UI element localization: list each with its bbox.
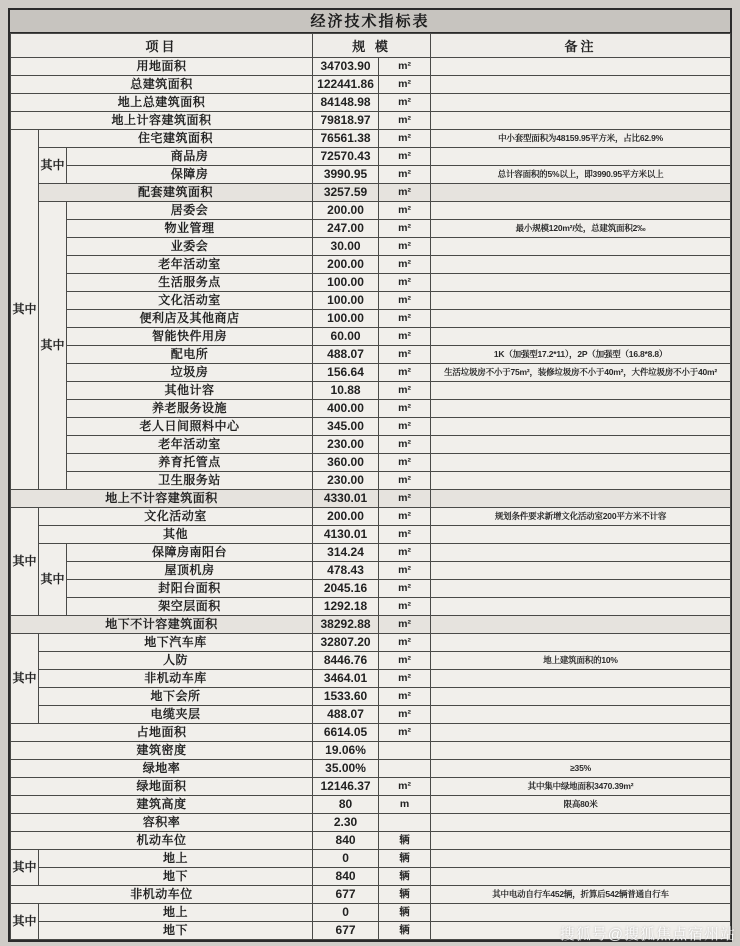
item-unit: m² — [379, 382, 431, 400]
item-value: 84148.98 — [313, 94, 379, 112]
item-value: 34703.90 — [313, 58, 379, 76]
item-unit: m² — [379, 454, 431, 472]
item-value: 122441.86 — [313, 76, 379, 94]
item-value: 72570.43 — [313, 148, 379, 166]
item-note — [431, 706, 731, 724]
item-note: 规划条件要求新增文化活动室200平方米不计容 — [431, 508, 731, 526]
item-name: 业委会 — [67, 238, 313, 256]
header-scale: 规 模 — [313, 34, 431, 58]
item-value: 3257.59 — [313, 184, 379, 202]
item-name: 绿地面积 — [11, 778, 313, 796]
item-unit: m² — [379, 472, 431, 490]
item-value: 156.64 — [313, 364, 379, 382]
item-value: 247.00 — [313, 220, 379, 238]
item-note — [431, 400, 731, 418]
item-note — [431, 184, 731, 202]
table-row — [11, 76, 731, 94]
item-unit: m² — [379, 778, 431, 796]
item-note: ≥35% — [431, 760, 731, 778]
item-note: 生活垃圾房不小于75m²，装修垃圾房不小于40m²，大件垃圾房不小于40m² — [431, 364, 731, 382]
item-value: 1533.60 — [313, 688, 379, 706]
item-unit: m² — [379, 274, 431, 292]
item-note — [431, 544, 731, 562]
item-unit: m² — [379, 94, 431, 112]
table-row — [11, 490, 731, 508]
table-row — [11, 598, 731, 616]
item-name: 地上不计容建筑面积 — [11, 490, 313, 508]
group-label-l1: 其中 — [11, 508, 39, 616]
item-name: 卫生服务站 — [67, 472, 313, 490]
item-value: 6614.05 — [313, 724, 379, 742]
item-note — [431, 310, 731, 328]
item-note — [431, 724, 731, 742]
item-unit: m² — [379, 148, 431, 166]
item-name: 老年活动室 — [67, 436, 313, 454]
table-row — [11, 256, 731, 274]
item-note — [431, 616, 731, 634]
item-unit: m² — [379, 688, 431, 706]
item-name: 保障房南阳台 — [67, 544, 313, 562]
item-unit: m² — [379, 166, 431, 184]
item-value: 0 — [313, 904, 379, 922]
item-value: 10.88 — [313, 382, 379, 400]
item-note — [431, 526, 731, 544]
item-note: 1K（加强型17.2*11），2P（加强型（16.8*8.8） — [431, 346, 731, 364]
item-unit: m² — [379, 508, 431, 526]
item-note: 最小规模120m²/处，总建筑面积2‰ — [431, 220, 731, 238]
item-name: 养老服务设施 — [67, 400, 313, 418]
table-row — [11, 706, 731, 724]
item-unit: m² — [379, 58, 431, 76]
item-note — [431, 742, 731, 760]
table-row — [11, 58, 731, 76]
item-note — [431, 58, 731, 76]
item-unit: 辆 — [379, 832, 431, 850]
item-value: 478.43 — [313, 562, 379, 580]
table-row — [11, 472, 731, 490]
item-unit: m² — [379, 328, 431, 346]
item-name: 智能快件用房 — [67, 328, 313, 346]
item-value: 3464.01 — [313, 670, 379, 688]
item-unit: m² — [379, 436, 431, 454]
item-name: 垃圾房 — [67, 364, 313, 382]
group-label-l1: 其中 — [11, 904, 39, 940]
item-unit: m² — [379, 112, 431, 130]
item-name: 地上总建筑面积 — [11, 94, 313, 112]
table-row — [11, 814, 731, 832]
item-note — [431, 472, 731, 490]
item-name: 地下 — [39, 868, 313, 886]
item-value: 30.00 — [313, 238, 379, 256]
item-value: 38292.88 — [313, 616, 379, 634]
item-note — [431, 238, 731, 256]
item-note — [431, 292, 731, 310]
table-row — [11, 292, 731, 310]
item-note: 中小套型面积为48159.95平方米，占比62.9% — [431, 130, 731, 148]
indicators-grid — [10, 33, 731, 940]
table-row — [11, 310, 731, 328]
item-unit: m² — [379, 580, 431, 598]
item-name: 地下会所 — [39, 688, 313, 706]
item-note — [431, 490, 731, 508]
group-label-l1: 其中 — [11, 850, 39, 886]
item-value: 100.00 — [313, 310, 379, 328]
item-value: 1292.18 — [313, 598, 379, 616]
table-row — [11, 112, 731, 130]
table-row — [11, 724, 731, 742]
table-row — [11, 580, 731, 598]
item-name: 老人日间照料中心 — [67, 418, 313, 436]
table-row — [11, 454, 731, 472]
table-row — [11, 418, 731, 436]
table-row — [11, 868, 731, 886]
item-name: 机动车位 — [11, 832, 313, 850]
item-unit: m² — [379, 76, 431, 94]
item-unit: 辆 — [379, 868, 431, 886]
item-name: 总建筑面积 — [11, 76, 313, 94]
item-name: 保障房 — [67, 166, 313, 184]
indicator-tbody — [11, 58, 731, 940]
item-value: 3990.95 — [313, 166, 379, 184]
item-name: 占地面积 — [11, 724, 313, 742]
table-row — [11, 670, 731, 688]
table-row — [11, 94, 731, 112]
item-unit: m² — [379, 724, 431, 742]
table-row — [11, 346, 731, 364]
item-unit: m² — [379, 256, 431, 274]
item-unit: m² — [379, 400, 431, 418]
item-name: 配套建筑面积 — [39, 184, 313, 202]
item-value: 314.24 — [313, 544, 379, 562]
item-note — [431, 202, 731, 220]
item-unit: m² — [379, 670, 431, 688]
item-unit: m² — [379, 598, 431, 616]
item-value: 4130.01 — [313, 526, 379, 544]
item-note — [431, 328, 731, 346]
item-unit — [379, 760, 431, 778]
table-row — [11, 886, 731, 904]
item-name: 屋顶机房 — [67, 562, 313, 580]
item-name: 容积率 — [11, 814, 313, 832]
table-row — [11, 364, 731, 382]
table-row — [11, 850, 731, 868]
item-name: 绿地率 — [11, 760, 313, 778]
table-row — [11, 562, 731, 580]
item-name: 老年活动室 — [67, 256, 313, 274]
table-row — [11, 544, 731, 562]
table-row — [11, 832, 731, 850]
item-name: 物业管理 — [67, 220, 313, 238]
table-row — [11, 634, 731, 652]
item-unit: 辆 — [379, 904, 431, 922]
item-name: 用地面积 — [11, 58, 313, 76]
item-value: 2045.16 — [313, 580, 379, 598]
item-value: 200.00 — [313, 508, 379, 526]
item-note — [431, 418, 731, 436]
item-unit: m² — [379, 202, 431, 220]
item-unit: m² — [379, 310, 431, 328]
item-value: 4330.01 — [313, 490, 379, 508]
item-unit: m² — [379, 544, 431, 562]
item-value: 100.00 — [313, 274, 379, 292]
table-row — [11, 220, 731, 238]
item-name: 封阳台面积 — [67, 580, 313, 598]
item-unit: m² — [379, 184, 431, 202]
item-unit: m² — [379, 490, 431, 508]
item-note — [431, 850, 731, 868]
item-note: 地上建筑面积的10% — [431, 652, 731, 670]
item-value: 230.00 — [313, 436, 379, 454]
item-name: 架空层面积 — [67, 598, 313, 616]
group-label-l1: 其中 — [11, 634, 39, 724]
item-value: 60.00 — [313, 328, 379, 346]
item-value: 76561.38 — [313, 130, 379, 148]
item-value: 8446.76 — [313, 652, 379, 670]
item-value: 345.00 — [313, 418, 379, 436]
item-unit: m² — [379, 418, 431, 436]
table-row — [11, 202, 731, 220]
item-value: 200.00 — [313, 256, 379, 274]
item-name: 配电所 — [67, 346, 313, 364]
group-label-l2: 其中 — [39, 544, 67, 616]
table-row — [11, 382, 731, 400]
item-note — [431, 814, 731, 832]
item-note — [431, 904, 731, 922]
item-name: 文化活动室 — [67, 292, 313, 310]
header-item: 项目 — [11, 34, 313, 58]
item-name: 生活服务点 — [67, 274, 313, 292]
item-note — [431, 580, 731, 598]
item-value: 0 — [313, 850, 379, 868]
item-name: 便利店及其他商店 — [67, 310, 313, 328]
table-row — [11, 904, 731, 922]
item-unit: m² — [379, 616, 431, 634]
item-note — [431, 382, 731, 400]
item-unit: m² — [379, 346, 431, 364]
item-name: 建筑高度 — [11, 796, 313, 814]
item-value: 360.00 — [313, 454, 379, 472]
item-name: 地上 — [39, 850, 313, 868]
item-name: 养育托管点 — [67, 454, 313, 472]
table-row — [11, 796, 731, 814]
item-name: 地上 — [39, 904, 313, 922]
table-title: 经济技术指标表 — [10, 10, 730, 33]
item-note — [431, 688, 731, 706]
item-unit: m² — [379, 292, 431, 310]
item-unit: 辆 — [379, 922, 431, 940]
item-note — [431, 94, 731, 112]
header-note: 备注 — [431, 34, 731, 58]
item-unit: m² — [379, 130, 431, 148]
table-row — [11, 148, 731, 166]
item-value: 400.00 — [313, 400, 379, 418]
item-note — [431, 868, 731, 886]
group-label-l2: 其中 — [39, 148, 67, 184]
item-value: 19.06% — [313, 742, 379, 760]
item-value: 677 — [313, 886, 379, 904]
item-value: 200.00 — [313, 202, 379, 220]
item-unit: m² — [379, 706, 431, 724]
item-unit: 辆 — [379, 886, 431, 904]
item-value: 677 — [313, 922, 379, 940]
table-row — [11, 760, 731, 778]
table-row — [11, 274, 731, 292]
item-note — [431, 112, 731, 130]
item-name: 商品房 — [67, 148, 313, 166]
table-row — [11, 616, 731, 634]
item-note: 总计容面积的5%以上，即3990.95平方米以上 — [431, 166, 731, 184]
item-unit: m² — [379, 220, 431, 238]
item-note — [431, 562, 731, 580]
item-note — [431, 148, 731, 166]
table-row — [11, 184, 731, 202]
item-unit: m² — [379, 652, 431, 670]
item-note — [431, 436, 731, 454]
table-row — [11, 652, 731, 670]
item-unit: m² — [379, 562, 431, 580]
item-name: 非机动车位 — [11, 886, 313, 904]
table-row — [11, 166, 731, 184]
item-unit: m² — [379, 238, 431, 256]
item-name: 人防 — [39, 652, 313, 670]
item-name: 地上计容建筑面积 — [11, 112, 313, 130]
item-unit: m² — [379, 634, 431, 652]
item-name: 电缆夹层 — [39, 706, 313, 724]
economic-indicators-table — [8, 8, 732, 942]
item-note — [431, 832, 731, 850]
table-row — [11, 742, 731, 760]
item-value: 32807.20 — [313, 634, 379, 652]
table-row — [11, 436, 731, 454]
item-name: 其他 — [39, 526, 313, 544]
item-value: 79818.97 — [313, 112, 379, 130]
item-note — [431, 76, 731, 94]
item-value: 2.30 — [313, 814, 379, 832]
table-row — [11, 508, 731, 526]
item-name: 居委会 — [67, 202, 313, 220]
item-name: 非机动车库 — [39, 670, 313, 688]
item-unit: 辆 — [379, 850, 431, 868]
item-value: 840 — [313, 868, 379, 886]
table-row — [11, 688, 731, 706]
header-row — [11, 34, 731, 58]
table-row — [11, 130, 731, 148]
item-value: 840 — [313, 832, 379, 850]
item-name: 建筑密度 — [11, 742, 313, 760]
item-note — [431, 256, 731, 274]
table-row — [11, 778, 731, 796]
item-name: 文化活动室 — [39, 508, 313, 526]
item-value: 35.00% — [313, 760, 379, 778]
table-row — [11, 400, 731, 418]
item-note — [431, 454, 731, 472]
item-name: 住宅建筑面积 — [39, 130, 313, 148]
item-value: 488.07 — [313, 346, 379, 364]
item-note — [431, 670, 731, 688]
item-note: 限高80米 — [431, 796, 731, 814]
item-note: 其中电动自行车452辆，折算后542辆普通自行车 — [431, 886, 731, 904]
item-name: 地下不计容建筑面积 — [11, 616, 313, 634]
item-note — [431, 598, 731, 616]
item-value: 230.00 — [313, 472, 379, 490]
item-unit: m² — [379, 364, 431, 382]
item-note — [431, 634, 731, 652]
item-unit — [379, 742, 431, 760]
item-unit: m² — [379, 526, 431, 544]
item-value: 80 — [313, 796, 379, 814]
item-name: 地下汽车库 — [39, 634, 313, 652]
item-value: 488.07 — [313, 706, 379, 724]
group-label-l1: 其中 — [11, 130, 39, 490]
item-note: 其中集中绿地面积3470.39m² — [431, 778, 731, 796]
table-row — [11, 526, 731, 544]
item-unit: m — [379, 796, 431, 814]
item-name: 地下 — [39, 922, 313, 940]
item-note — [431, 274, 731, 292]
watermark: 搜狐号@搜狐焦点宿州站 — [559, 926, 736, 943]
item-unit — [379, 814, 431, 832]
item-name: 其他计容 — [67, 382, 313, 400]
item-value: 100.00 — [313, 292, 379, 310]
group-label-l2: 其中 — [39, 202, 67, 490]
item-value: 12146.37 — [313, 778, 379, 796]
table-row — [11, 238, 731, 256]
table-row — [11, 328, 731, 346]
